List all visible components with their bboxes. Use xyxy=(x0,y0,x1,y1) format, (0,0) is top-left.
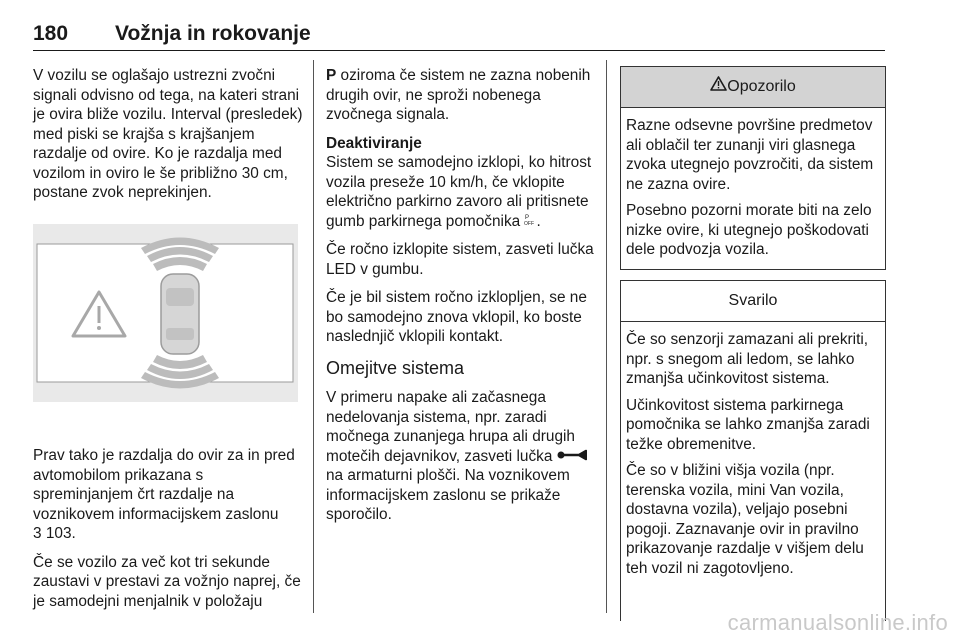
caution-box xyxy=(620,280,886,621)
paragraph: Prav tako je razdalja do ovir za in pred avtomobilom prikazana s spreminjanjem črt razdalje na voznikovem informacijskem zaslonu 3 103. xyxy=(33,447,295,542)
column-1-top xyxy=(33,66,303,212)
warning-box-header xyxy=(621,67,885,108)
paragraph: Če so v bližini višja vozila (npr. terenska vozila, mini Van vozila, dostavna vozila), veljajo posebni pogoji. Zaznavanje ovir in pravilno prikazovanje razdalje v višjem delu teh vozil ni zagotovljeno. xyxy=(626,462,864,577)
paragraph: Deaktiviranje Sistem se samodejno izklopi, ko hitrost vozila preseže 10 km/h, če vklopite električno parkirno zavoro ali pritisnete gumb parkirnega pomočnika P OFF . xyxy=(326,134,592,230)
car-top-view-icon xyxy=(161,274,199,354)
chapter-title: Vožnja in rokovanje xyxy=(115,22,311,45)
svg-text:OFF: OFF xyxy=(524,220,535,226)
warning-triangle-icon xyxy=(710,67,727,107)
column-divider-right xyxy=(606,60,607,613)
page-header xyxy=(33,22,885,51)
paragraph: Če ročno izklopite sistem, zasveti lučka LED v gumbu. xyxy=(326,241,594,278)
column-1-bottom xyxy=(33,446,303,620)
paragraph: V primeru napake ali začasnega nedelovanja sistema, npr. zaradi močnega zunanjega hrupa ali drugih motečih dejavnikov, zasveti lučka na armaturni plošči. Na voznikovem informacijskem zaslonu se prikaže sporočilo. xyxy=(326,388,598,525)
page-reference: 103. xyxy=(45,525,76,542)
paragraph: V vozilu se oglašajo ustrezni zvočni signali odvisno od tega, na kateri strani je ovira bliže vozilu. Interval (presledek) med piski se krajša s krajšanjem razdalje od ovire. Ko je razdalja med vozilom in oviro le še približno 30 cm, postane zvok neprekinjen. xyxy=(33,67,303,201)
watermark: carmanualsonline.info xyxy=(727,610,948,635)
paragraph: Če je bil sistem ročno izklopljen, se ne bo samodejno znova vklopil, ko boste naslednjič vklopili kontakt. xyxy=(326,289,587,346)
paragraph: Če se vozilo za več kot tri sekunde zaustavi v prestavi za vožnjo naprej, če je samodejni menjalnik v položaju xyxy=(33,553,301,610)
page-reference-arrow-icon: 3 xyxy=(33,525,42,542)
section-heading-limitations: Omejitve sistema xyxy=(326,357,465,378)
warning-box-body xyxy=(621,108,885,260)
parking-display-illustration xyxy=(33,224,298,402)
paragraph: Če so senzorji zamazani ali prekriti, npr. s snegom ali ledom, se lahko zmanjša učinkovitost sistema. xyxy=(626,331,869,387)
paragraph: Učinkovitost sistema parkirnega pomočnika se lahko zmanjša zaradi težke obremenitve. xyxy=(626,396,870,453)
parking-assist-display-figure xyxy=(33,224,298,402)
parking-sensor-fault-icon xyxy=(557,447,587,467)
parking-assist-button-icon xyxy=(524,212,536,232)
subheading-deactivation: Deaktiviranje xyxy=(326,134,422,152)
caution-box-title: Svarilo xyxy=(728,292,778,309)
column-divider-left xyxy=(313,60,314,613)
caution-box-body xyxy=(621,322,885,578)
caution-box-header xyxy=(621,281,885,322)
svg-text:P: P xyxy=(525,214,530,221)
page-number: 180 xyxy=(33,22,69,45)
paragraph: Posebno pozorni morate biti na zelo nizke ovire, ki utegnejo poškodovati dele podvozja vozila. xyxy=(626,202,872,258)
column-2 xyxy=(326,66,598,534)
paragraph: P oziroma če sistem ne zazna nobenih drugih ovir, ne sproži nobenega zvočnega signala. xyxy=(326,67,591,123)
warning-box-title: Opozorilo xyxy=(727,78,796,96)
paragraph: Razne odsevne površine predmetov ali oblačil ter zunanji viri glasnega zvoka utegnejo povzročiti, da sistem ne zazna ovire. xyxy=(626,117,874,193)
warning-box xyxy=(620,66,886,270)
